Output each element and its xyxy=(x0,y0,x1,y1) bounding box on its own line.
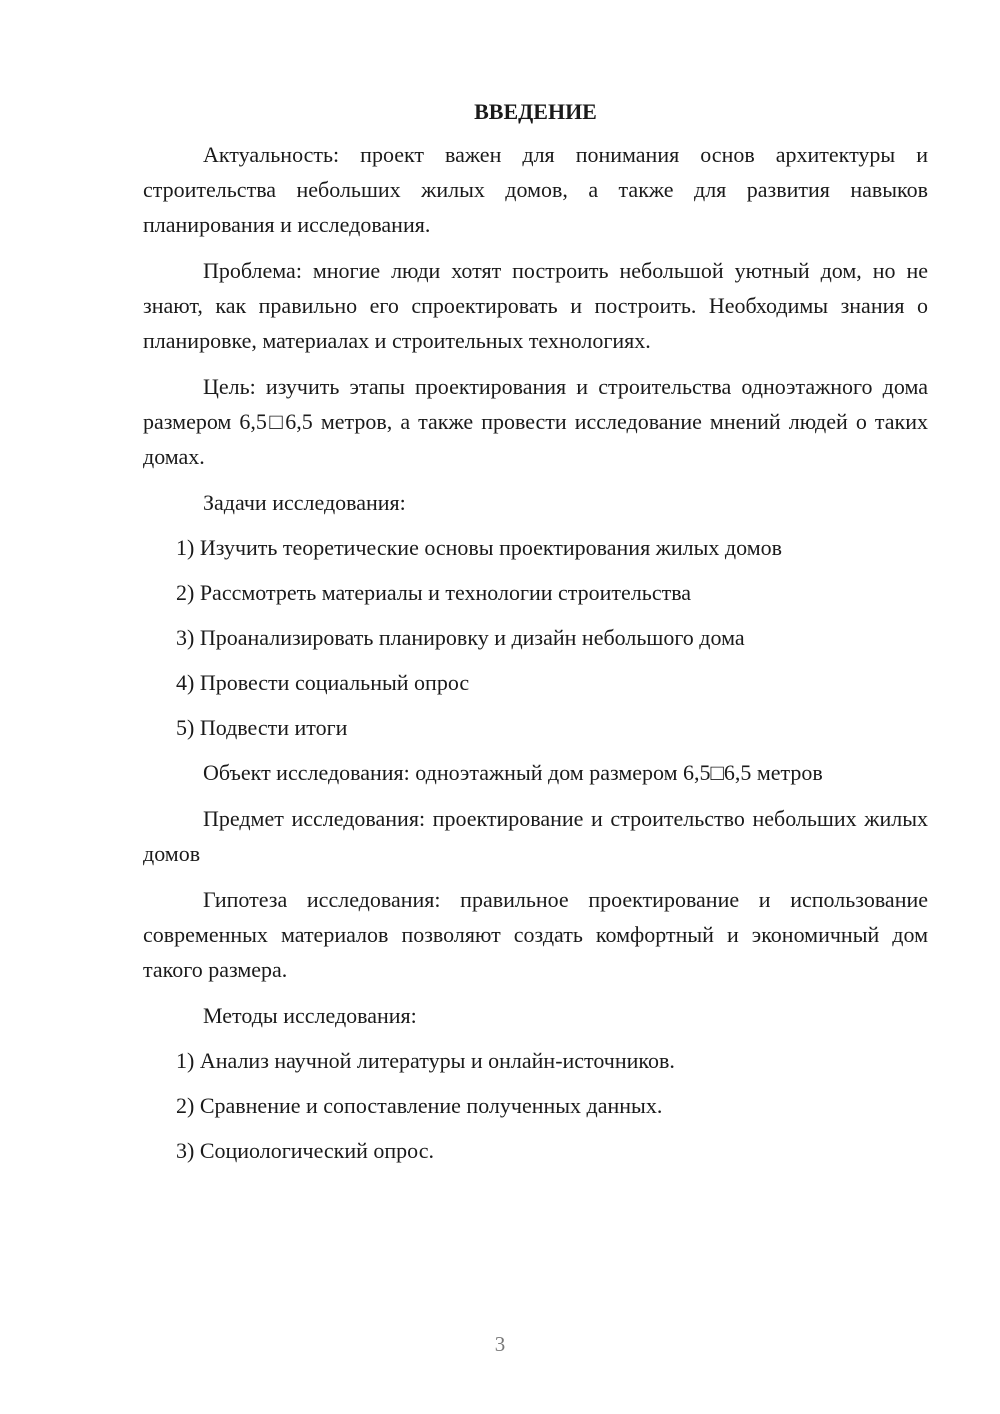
method-item: 1) Анализ научной литературы и онлайн-источников. xyxy=(176,1048,675,1073)
relevance-paragraph: Актуальность: проект важен для понимания основ архитектуры и строительства небольших жилых домов, а также для развития навыков планирования и исследования. xyxy=(143,142,928,237)
subject-paragraph: Предмет исследования: проектирование и строительство небольших жилых домов xyxy=(143,806,928,866)
tasks-list xyxy=(143,530,928,745)
method-item: 2) Сравнение и сопоставление полученных данных. xyxy=(176,1093,663,1118)
methods-heading: Методы исследования: xyxy=(203,1003,417,1028)
hypothesis-paragraph: Гипотеза исследования: правильное проектирование и использование современных материалов позволяют создать комфортный и экономичный дом такого размера. xyxy=(143,887,928,982)
method-item: 3) Социологический опрос. xyxy=(176,1138,434,1163)
page-number: 3 xyxy=(494,1332,506,1356)
methods-list xyxy=(143,1043,928,1168)
task-item: 3) Проанализировать планировку и дизайн небольшого дома xyxy=(176,625,745,650)
task-item: 1) Изучить теоретические основы проектирования жилых домов xyxy=(176,535,783,560)
object-paragraph: Объект исследования: одноэтажный дом размером 6,5□6,5 метров xyxy=(203,760,823,785)
document-page xyxy=(143,94,928,1178)
tasks-heading: Задачи исследования: xyxy=(203,490,406,515)
problem-paragraph: Проблема: многие люди хотят построить небольшой уютный дом, но не знают, как правильно его спроектировать и построить. Необходимы знания о планировке, материалах и строительных технологиях. xyxy=(143,258,928,353)
section-title: ВВЕДЕНИЕ xyxy=(474,99,597,124)
goal-paragraph: Цель: изучить этапы проектирования и строительства одноэтажного дома размером 6,5□6,5 метров, а также провести исследование мнений людей о таких домах. xyxy=(143,374,928,469)
task-item: 2) Рассмотреть материалы и технологии строительства xyxy=(176,580,692,605)
task-item: 5) Подвести итоги xyxy=(176,715,348,740)
task-item: 4) Провести социальный опрос xyxy=(176,670,470,695)
